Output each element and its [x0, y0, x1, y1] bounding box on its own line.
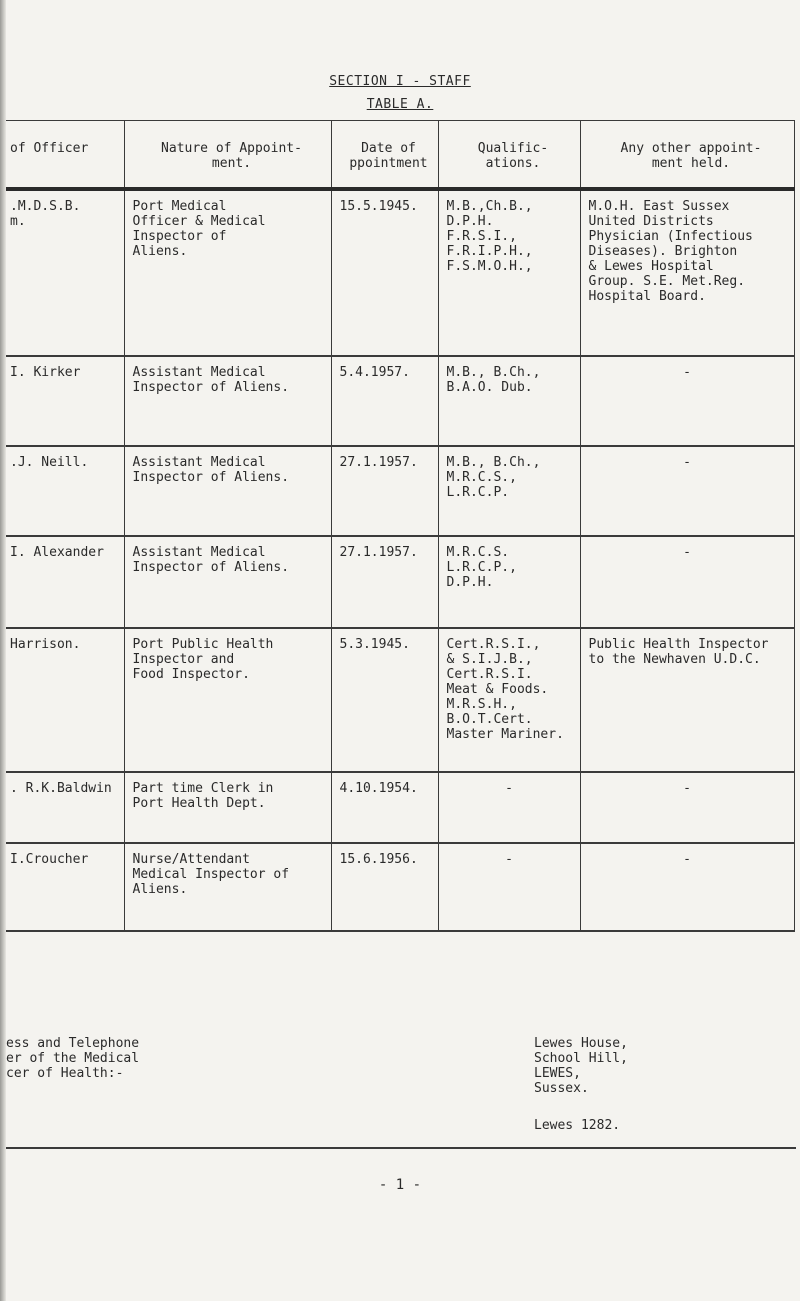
table-heading: TABLE A. — [366, 97, 434, 112]
cell-officer: .M.D.S.B. m. — [6, 189, 124, 356]
cell-date: 27.1.1957. — [331, 536, 438, 628]
cell-date: 5.4.1957. — [331, 356, 438, 446]
cell-officer: Harrison. — [6, 628, 124, 772]
cell-date: 5.3.1945. — [331, 628, 438, 772]
table-row — [6, 446, 794, 536]
table-row — [6, 772, 794, 843]
cell-other-appointment: - — [580, 536, 794, 628]
header-date: Date of ppointment — [331, 121, 438, 190]
cell-other-appointment: - — [580, 772, 794, 843]
header-nature: Nature of Appoint- ment. — [124, 121, 331, 190]
cell-qualifications: Cert.R.S.I., & S.I.J.B., Cert.R.S.I. Meat & Foods. M.R.S.H., B.O.T.Cert. Master Mariner. — [438, 628, 580, 772]
header-qualifications: Qualific- ations. — [438, 121, 580, 190]
cell-other-appointment: - — [580, 356, 794, 446]
cell-officer: I. Alexander — [6, 536, 124, 628]
cell-officer: . R.K.Baldwin — [6, 772, 124, 843]
cell-date: 15.5.1945. — [331, 189, 438, 356]
cell-officer: I.Croucher — [6, 843, 124, 931]
cell-officer: I. Kirker — [6, 356, 124, 446]
cell-other-appointment: - — [580, 446, 794, 536]
page-number: - 1 - — [378, 1177, 422, 1193]
header-officer: of Officer — [6, 121, 124, 190]
cell-qualifications: - — [438, 772, 580, 843]
cell-nature: Assistant Medical Inspector of Aliens. — [124, 356, 331, 446]
staff-table — [6, 120, 795, 932]
table-row — [6, 536, 794, 628]
cell-other-appointment: - — [580, 843, 794, 931]
cell-nature: Assistant Medical Inspector of Aliens. — [124, 536, 331, 628]
table-row — [6, 189, 794, 356]
section-heading: SECTION I - STAFF — [329, 74, 471, 89]
cell-other-appointment: Public Health Inspector to the Newhaven U.D.C. — [580, 628, 794, 772]
table-row — [6, 356, 794, 446]
cell-qualifications: - — [438, 843, 580, 931]
cell-other-appointment: M.O.H. East Sussex United Districts Physician (Infectious Diseases). Brighton & Lewes Hospital Group. S.E. Met.Reg. Hospital Board. — [580, 189, 794, 356]
cell-qualifications: M.R.C.S. L.R.C.P., D.P.H. — [438, 536, 580, 628]
cell-nature: Port Public Health Inspector and Food Inspector. — [124, 628, 331, 772]
cell-nature: Part time Clerk in Port Health Dept. — [124, 772, 331, 843]
cell-qualifications: M.B.,Ch.B., D.P.H. F.R.S.I., F.R.I.P.H., F.S.M.O.H., — [438, 189, 580, 356]
cell-date: 4.10.1954. — [331, 772, 438, 843]
telephone-number: Lewes 1282. — [534, 1118, 621, 1133]
cell-date: 15.6.1956. — [331, 843, 438, 931]
header-other-appointment: Any other appoint- ment held. — [580, 121, 794, 190]
cell-date: 27.1.1957. — [331, 446, 438, 536]
office-address: Lewes House, School Hill, LEWES, Sussex. — [534, 1036, 628, 1096]
bottom-rule — [6, 1147, 796, 1149]
cell-qualifications: M.B., B.Ch., M.R.C.S., L.R.C.P. — [438, 446, 580, 536]
cell-officer: .J. Neill. — [6, 446, 124, 536]
address-telephone-note: ess and Telephone er of the Medical cer of Health:- — [6, 1036, 140, 1081]
table-row — [6, 628, 794, 772]
cell-nature: Nurse/Attendant Medical Inspector of Aliens. — [124, 843, 331, 931]
cell-nature: Assistant Medical Inspector of Aliens. — [124, 446, 331, 536]
table-row — [6, 843, 794, 931]
table-header-row — [6, 121, 794, 190]
cell-nature: Port Medical Officer & Medical Inspector of Aliens. — [124, 189, 331, 356]
cell-qualifications: M.B., B.Ch., B.A.O. Dub. — [438, 356, 580, 446]
